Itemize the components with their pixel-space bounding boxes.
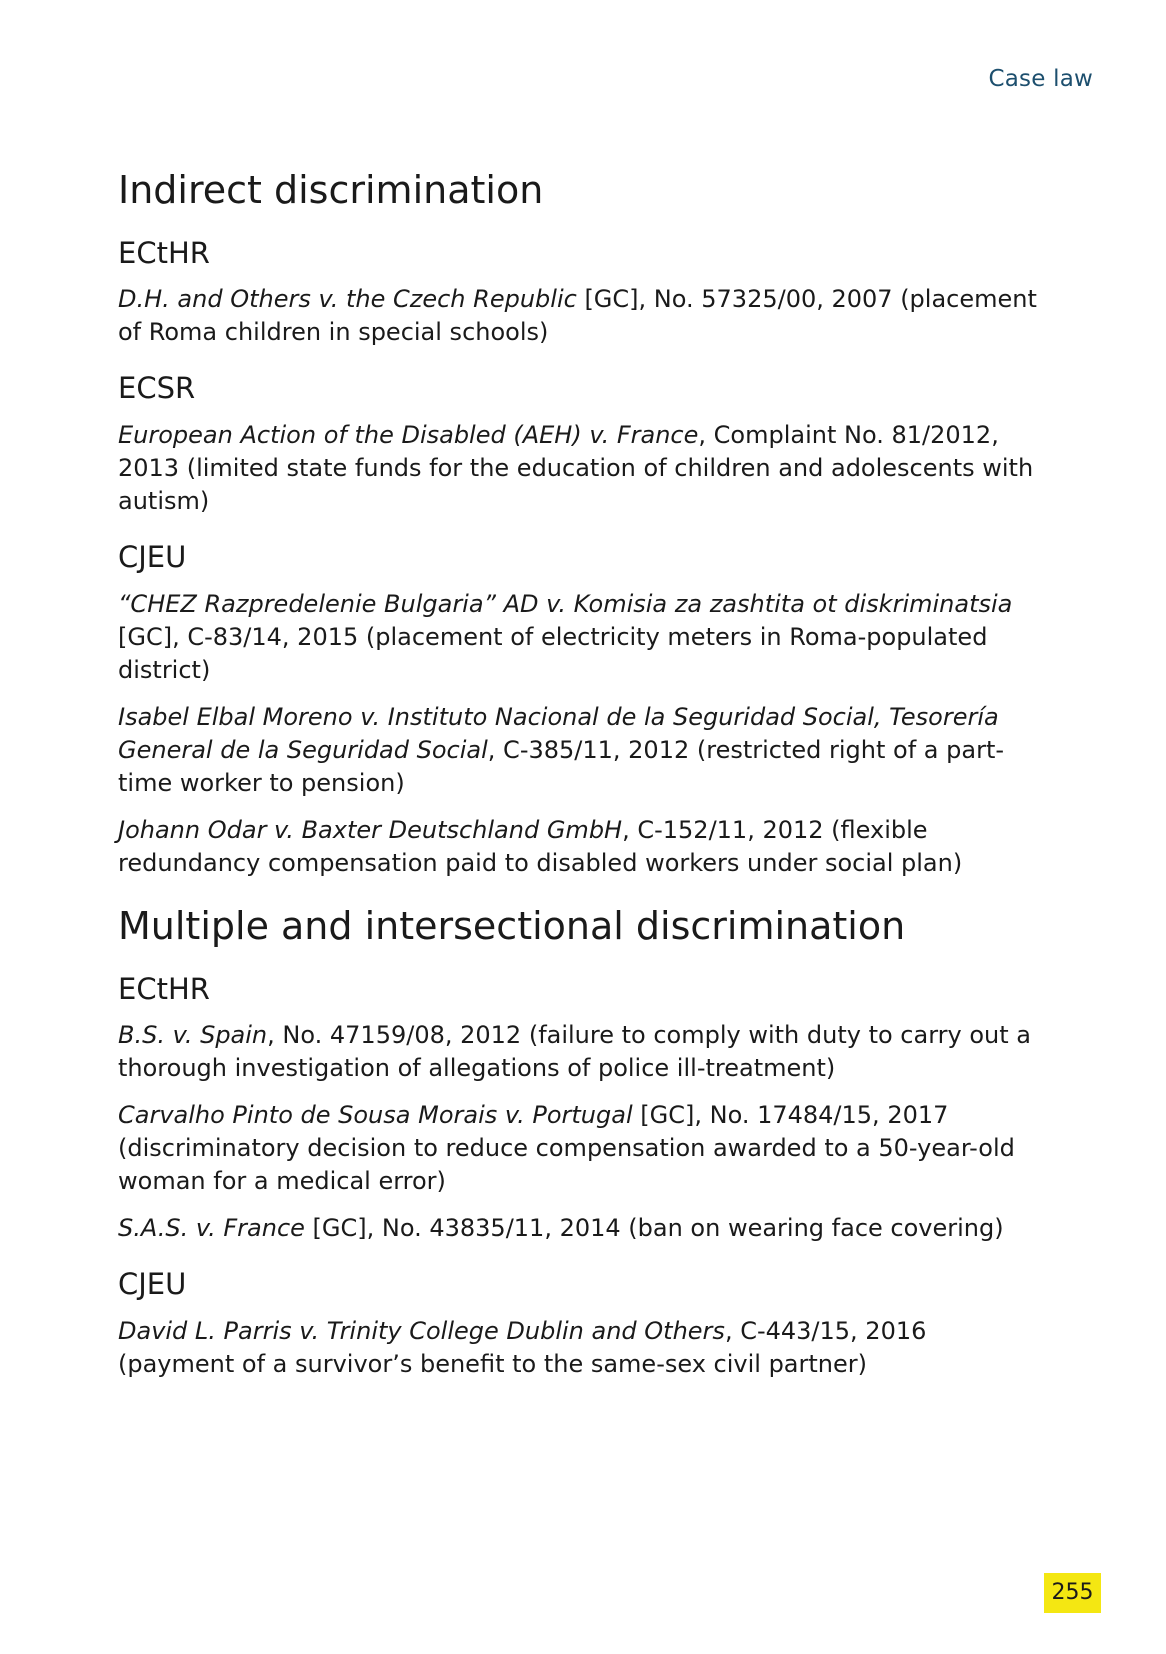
- case-name: D.H. and Others v. the Czech Republic: [118, 285, 577, 314]
- court-heading-cjeu: CJEU: [118, 540, 187, 575]
- case-details: [GC], No. 43835/11, 2014 (ban on wearing face covering): [304, 1214, 1004, 1243]
- section-title-indirect: Indirect discrimination: [118, 168, 544, 212]
- court-heading-cjeu: CJEU: [118, 1267, 187, 1302]
- case-name: S.A.S. v. France: [118, 1214, 305, 1243]
- case-name: Carvalho Pinto de Sousa Morais v. Portugal: [118, 1101, 633, 1130]
- case-entry: [118, 701, 1048, 800]
- court-heading-ecthr: ECtHR: [118, 235, 210, 270]
- case-entry: [118, 1099, 1048, 1198]
- court-heading-ecsr: ECSR: [118, 371, 196, 406]
- case-details: , Complaint No. 81/2012, 2013 (limited state funds for the education of children and adolescents with autism): [118, 421, 1034, 516]
- section-title-multiple: Multiple and intersectional discrimination: [118, 903, 906, 948]
- case-name: B.S. v. Spain: [118, 1021, 268, 1050]
- case-entry: [118, 588, 1048, 687]
- case-details: , C-385/11, 2012 (restricted right of a part-time worker to pension): [118, 735, 1005, 797]
- case-name: David L. Parris v. Trinity College Dublin and Others: [118, 1317, 725, 1346]
- case-name: Johann Odar v. Baxter Deutschland GmbH: [118, 815, 623, 844]
- case-details: , C-443/15, 2016 (payment of a survivor’s benefit to the same-sex civil partner): [118, 1317, 927, 1379]
- case-name: European Action of the Disabled (AEH) v. France: [118, 421, 699, 450]
- case-details: [GC], No. 17484/15, 2017 (discriminatory decision to reduce compensation awarded to a 50-year-old woman for a medical error): [118, 1101, 1015, 1196]
- case-entry: [118, 814, 1048, 880]
- running-header: Case law: [988, 66, 1093, 92]
- case-details: [GC], C-83/14, 2015 (placement of electricity meters in Roma-populated district): [118, 622, 988, 684]
- case-details: , C-152/11, 2012 (flexible redundancy compensation paid to disabled workers under social plan): [118, 815, 963, 877]
- case-entry: [118, 1019, 1048, 1085]
- case-entry: [118, 1212, 1048, 1245]
- page-content: [118, 168, 1048, 1381]
- case-name: “CHEZ Razpredelenie Bulgaria” AD v. Komisia za zashtita ot diskriminatsia: [118, 589, 1013, 618]
- case-name: Isabel Elbal Moreno v. Instituto Nacional de la Seguridad Social, Tesorería General de la Seguridad Social: [118, 702, 999, 764]
- case-details: , No. 47159/08, 2012 (failure to comply with duty to carry out a thorough investigation of allegations of police ill-treatment): [118, 1021, 1031, 1083]
- case-entry: [118, 283, 1048, 349]
- case-entry: [118, 419, 1048, 518]
- case-details: [GC], No. 57325/00, 2007 (placement of Roma children in special schools): [118, 285, 1037, 347]
- page-number-badge: 255: [1044, 1573, 1101, 1613]
- case-entry: [118, 1315, 1048, 1381]
- court-heading-ecthr: ECtHR: [118, 971, 210, 1006]
